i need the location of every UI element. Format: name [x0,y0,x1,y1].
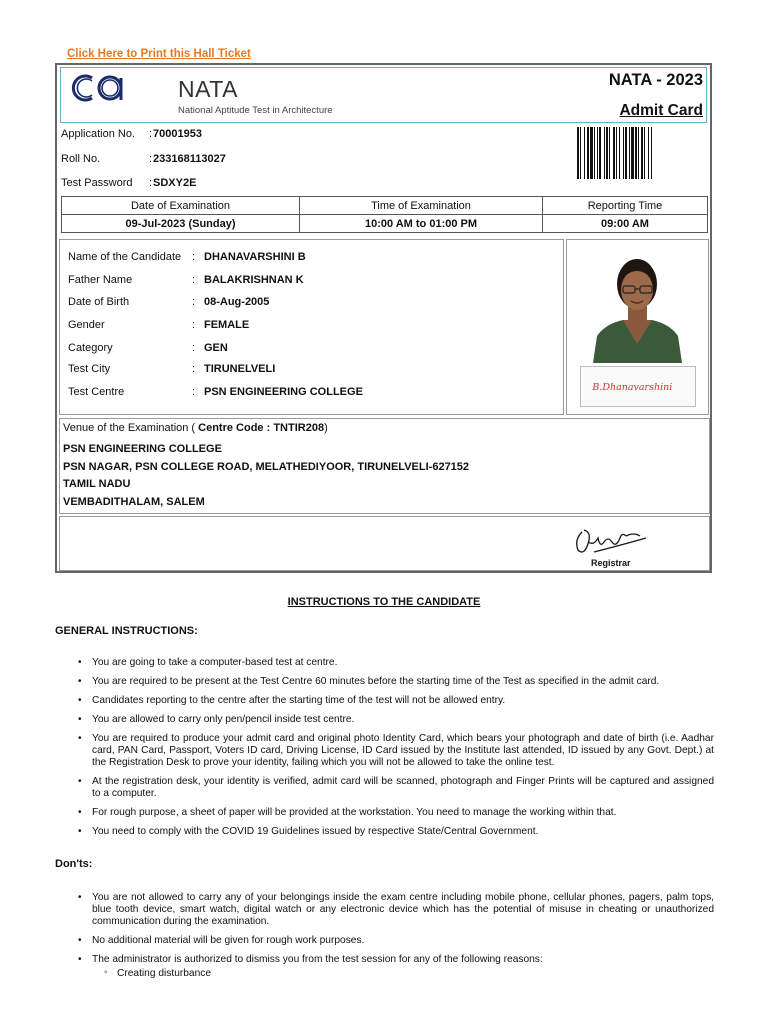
category-separator: : [192,342,196,354]
exam-year: NATA - 2023 [608,71,703,89]
org-name: NATA [178,76,238,102]
list-item: • You need to comply with the COVID 19 Guidelines issued by respective State/Central Government. [78,826,714,838]
test-centre-label: Test Centre [68,386,125,398]
father-name-value: BALAKRISHNAN K [204,274,304,286]
print-hall-ticket-link[interactable]: Click Here to Print this Hall Ticket [67,48,251,60]
org-subtitle: National Aptitude Test in Architecture [178,105,333,116]
roll-separator: : [149,153,153,165]
general-instructions-list [78,657,714,845]
venue-title-prefix: Venue of the Examination ( [63,422,199,434]
list-item: • For rough purpose, a sheet of paper will be provided at the workstation. You need to manage the working within that. [78,807,714,819]
venue-line-4: VEMBADITHALAM, SALEM [63,496,205,508]
exam-time-value: 10:00 AM to 01:00 PM [300,215,543,233]
test-city-value: TIRUNELVELI [204,363,276,375]
roll-value: 233168113027 [153,153,226,165]
dob-separator: : [192,296,196,308]
password-value: SDXY2E [153,177,197,189]
password-label: Test Password [61,177,133,189]
dob-value: 08-Aug-2005 [204,296,270,308]
venue-title-suffix: ) [324,422,328,434]
list-item: • You are not allowed to carry any of your belongings inside the exam centre including mobile phone, cellular phones, pagers, palm tops, blue tooth device, smart watch, digital watch or any electronic device which has the potential of misuse in cheating or unauthorized communication during the examination. [78,892,714,928]
candidate-name-label: Name of the Candidate [68,251,182,263]
sub-list-item: ◦ Creating disturbance [117,968,211,979]
category-label: Category [68,342,113,354]
instructions-title: INSTRUCTIONS TO THE CANDIDATE [287,596,481,608]
test-centre-separator: : [192,386,196,398]
category-value: GEN [204,342,228,354]
list-item: • You are going to take a computer-based test at centre. [78,657,714,669]
password-separator: : [149,177,153,189]
candidate-signature-text: B.Dhanavarshini [592,381,673,393]
father-name-separator: : [192,274,196,286]
registrar-label: Registrar [591,558,631,568]
list-item: • Candidates reporting to the centre after the starting time of the test will not be allowed entry. [78,695,714,707]
barcode-icon [577,127,707,179]
doc-title: Admit Card [619,102,703,119]
venue-line-1: PSN ENGINEERING COLLEGE [63,443,222,455]
general-instructions-title: GENERAL INSTRUCTIONS: [55,625,198,637]
candidate-signature [580,366,696,407]
test-city-separator: : [192,363,196,375]
list-item: • You are required to be present at the Test Centre 60 minutes before the starting time of the Test as specified in the admit card. [78,676,714,688]
venue-line-2: PSN NAGAR, PSN COLLEGE ROAD, MELATHEDIYOOR, TIRUNELVELI-627152 [63,461,470,473]
roll-label: Roll No. [61,153,101,165]
list-item: • The administrator is authorized to dismiss you from the test session for any of the following reasons: [78,954,714,966]
candidate-name-value: DHANAVARSHINI B [204,251,306,263]
registrar-signature [570,518,650,558]
application-value: 70001953 [153,128,202,140]
father-name-label: Father Name [68,274,133,286]
list-item: • You are required to produce your admit card and original photo Identity Card, which bears your photograph and date of birth (i.e. Aadhar card, PAN Card, Passport, Voters ID card, Driving License, ID Card issued by the Institute last attended, ID issued by any Govt. Dept.) at the Registration Desk to prove your identity, failing which you will not be allowed to take the online test. [78,733,714,769]
application-label: Application No. [61,128,135,140]
list-item: • At the registration desk, your identity is verified, admit card will be scanned, photograph and Finger Prints will be captured and assigned to a computer. [78,776,714,800]
test-centre-value: PSN ENGINEERING COLLEGE [204,386,363,398]
venue-title [63,422,328,434]
reporting-time-header: Reporting Time [543,197,708,215]
donts-title: Don'ts: [55,858,93,870]
test-city-label: Test City [68,363,111,375]
candidate-name-separator: : [192,251,196,263]
exam-schedule-table [61,196,708,233]
exam-time-header: Time of Examination [300,197,543,215]
gender-label: Gender [68,319,105,331]
donts-list [78,892,714,973]
list-item: • No additional material will be given for rough work purposes. [78,935,714,947]
reporting-time-value: 09:00 AM [543,215,708,233]
gender-value: FEMALE [204,319,250,331]
gender-separator: : [192,319,196,331]
list-item: • You are allowed to carry only pen/pencil inside test centre. [78,714,714,726]
exam-date-header: Date of Examination [62,197,300,215]
application-separator: : [149,128,153,140]
venue-centre-code: Centre Code : TNTIR208 [198,422,325,434]
ca-logo-icon [64,70,130,106]
dob-label: Date of Birth [68,296,130,308]
candidate-photo [585,244,690,363]
venue-line-3: TAMIL NADU [63,478,131,490]
exam-date-value: 09-Jul-2023 (Sunday) [62,215,300,233]
